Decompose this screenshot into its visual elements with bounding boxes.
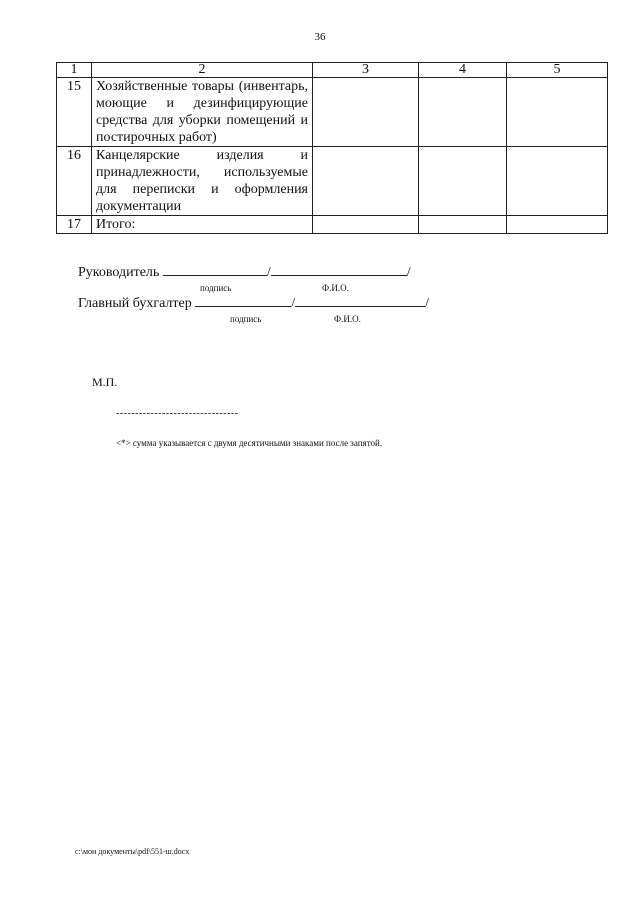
slash: / <box>425 296 430 311</box>
value-cell <box>419 78 507 147</box>
column-header: 1 <box>57 63 92 78</box>
accountant-signature-line <box>78 294 429 312</box>
head-signature-caption: подпись <box>200 283 232 293</box>
head-name-field[interactable] <box>271 263 407 276</box>
row-number: 16 <box>57 147 92 216</box>
slash: / <box>406 265 411 280</box>
row-description: Канцелярские изделия и принадлежности, используемые для переписки и оформления документации <box>92 147 313 216</box>
value-cell <box>507 78 608 147</box>
footnote-divider: -------------------------------- <box>116 408 239 419</box>
row-number: 17 <box>57 216 92 234</box>
page-number: 36 <box>314 31 326 43</box>
head-label: Руководитель <box>78 265 160 280</box>
value-cell <box>419 216 507 234</box>
slash: / <box>291 296 296 311</box>
table-row <box>57 78 608 147</box>
row-description: Хозяйственные товары (инвентарь, моющие и дезинфицирующие средства для уборки помещений и постирочных работ) <box>92 78 313 147</box>
accountant-signature-caption: подпись <box>230 314 262 324</box>
head-signature-line <box>78 263 411 281</box>
head-name-caption: Ф.И.О. <box>322 283 349 293</box>
value-cell <box>419 147 507 216</box>
column-header: 2 <box>92 63 313 78</box>
table-row <box>57 216 608 234</box>
column-header: 3 <box>313 63 419 78</box>
accountant-signature-field[interactable] <box>195 294 291 307</box>
column-header: 4 <box>419 63 507 78</box>
footnote: <*> сумма указывается с двумя десятичными знаками после запятой. <box>116 438 383 448</box>
file-path: c:\мои документы\pdf\551-ш.docx <box>75 847 190 856</box>
value-cell <box>313 216 419 234</box>
accountant-name-caption: Ф.И.О. <box>334 314 361 324</box>
accountant-name-field[interactable] <box>295 294 425 307</box>
expense-table <box>56 62 608 234</box>
value-cell <box>507 147 608 216</box>
value-cell <box>313 78 419 147</box>
value-cell <box>313 147 419 216</box>
value-cell <box>507 216 608 234</box>
table-row <box>57 147 608 216</box>
column-header: 5 <box>507 63 608 78</box>
stamp-placeholder: М.П. <box>92 375 118 389</box>
accountant-label: Главный бухгалтер <box>78 296 192 311</box>
head-signature-field[interactable] <box>163 263 267 276</box>
row-description: Итого: <box>92 216 313 234</box>
row-number: 15 <box>57 78 92 147</box>
table-header-row <box>57 63 608 78</box>
slash: / <box>266 265 271 280</box>
